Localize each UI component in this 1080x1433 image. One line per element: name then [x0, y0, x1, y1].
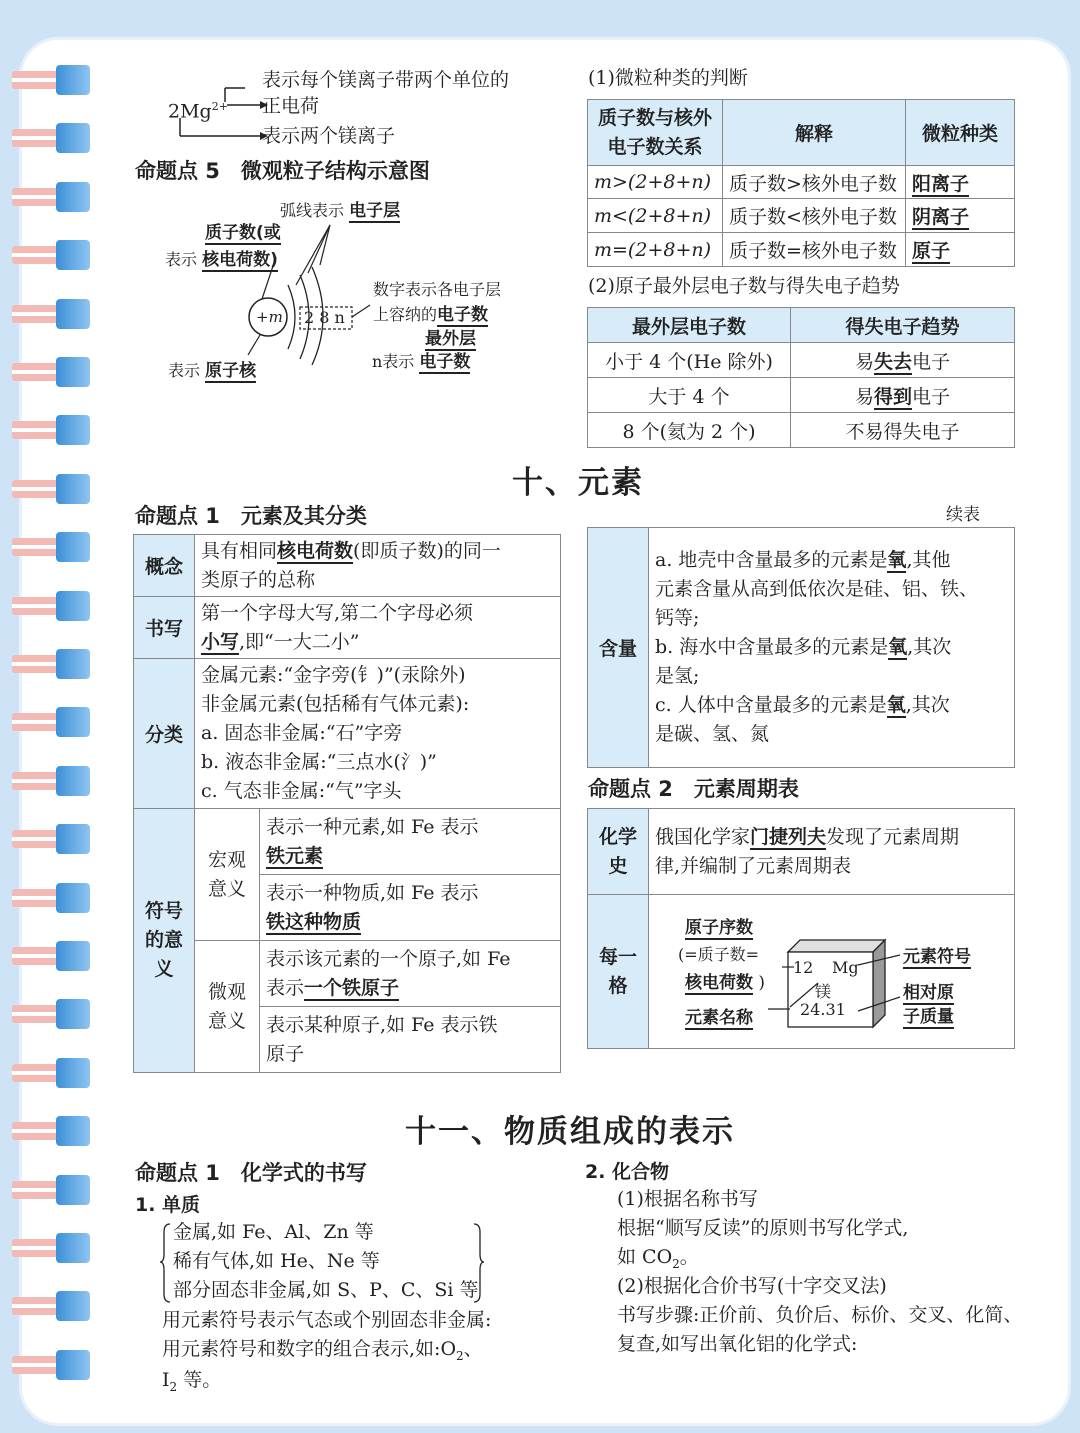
explain-cell: 质子数=核外电子数 [723, 233, 906, 267]
concept-label: 概念 [134, 535, 195, 597]
spiral-ring [12, 123, 92, 153]
element-symbol-label: 元素符号 [903, 947, 971, 967]
eq-label: (=质子数= [678, 945, 760, 964]
writing-cell: 第一个字母大写,第二个字母必须 小写,即“一大二小” [195, 597, 561, 659]
macro-cell-1: 表示一种元素,如 Fe 表示 铁元素 [260, 809, 561, 875]
spiral-ring [12, 999, 92, 1029]
spiral-ring [12, 240, 92, 270]
spiral-ring [12, 357, 92, 387]
element-class-table [133, 534, 561, 1073]
count-cell: 大于 4 个 [588, 378, 791, 413]
header-type: 微粒种类 [906, 100, 1015, 166]
relation-cell: m>(2+8+n) [588, 166, 723, 199]
atom-diagram [240, 215, 380, 365]
nucleus-text: +m [256, 308, 283, 326]
writing-label: 书写 [134, 597, 195, 659]
section10-point1-title: 命题点 1 元素及其分类 [135, 504, 367, 528]
mg-symbol: $2Mg^{2+}$ [168, 100, 228, 123]
mass-label-2: 子质量 [903, 1007, 954, 1027]
continued-note: 续表 [946, 505, 980, 525]
explain-cell: 质子数<核外电子数 [723, 199, 906, 233]
spiral-ring [12, 1058, 92, 1088]
macro-cell-2: 表示一种物质,如 Fe 表示 铁这种物质 [260, 875, 561, 941]
simple-rule-3: $I_2$ 等。 [162, 1369, 222, 1394]
cell-label: 每一格 [588, 895, 649, 1049]
nucleus-label: 表示 原子核 [168, 361, 257, 381]
digits-label-2: 上容纳的电子数 [373, 305, 489, 325]
spiral-ring [12, 1116, 92, 1146]
particle-type-table [587, 99, 1015, 267]
cell-number: 12 [793, 958, 814, 977]
particle-type-title: (1)微粒种类的判断 [588, 67, 748, 89]
compound-title: 2. 化合物 [585, 1161, 670, 1183]
digits-label-1: 数字表示各电子层 [373, 280, 502, 299]
macro-label: 宏观意义 [195, 809, 260, 941]
relation-cell: m=(2+8+n) [588, 233, 723, 267]
outer-trend-table [587, 307, 1015, 448]
spiral-ring [12, 1233, 92, 1263]
micro-label: 微观意义 [195, 941, 260, 1073]
section11-title: 十一、物质组成的表示 [405, 1114, 735, 1150]
arc-label: 弧线表示 电子层 [280, 201, 401, 221]
compound-line-1: (1)根据名称书写 [617, 1188, 758, 1210]
mg-meaning-count: 表示两个镁离子 [262, 125, 396, 147]
spiral-ring [12, 182, 92, 212]
spiral-ring [12, 591, 92, 621]
outer-trend-title: (2)原子最外层电子数与得失电子趋势 [588, 275, 900, 297]
spiral-ring [12, 1175, 92, 1205]
spiral-ring [12, 299, 92, 329]
mg-meaning-charge-2: 正电荷 [262, 95, 320, 117]
compound-line-2: 根据“顺写反读”的原则书写化学式, [617, 1217, 909, 1239]
header-trend: 得失电子趋势 [791, 308, 1015, 343]
atomic-number-label: 原子序数 [685, 918, 753, 938]
type-cell: 阴离子 [906, 199, 1015, 233]
proton-label-2: 表示 核电荷数) [165, 250, 278, 270]
spiral-ring [12, 707, 92, 737]
cell-name: 镁 [815, 982, 832, 1001]
spiral-ring [12, 532, 92, 562]
count-cell: 小于 4 个(He 除外) [588, 343, 791, 378]
compound-line-3: 如 $CO_2$。 [617, 1246, 699, 1271]
trend-cell: 不易得失电子 [791, 413, 1015, 448]
outer-term-2: n表示 电子数 [372, 352, 471, 372]
class-cell: 金属元素:“金字旁(钅)”(汞除外) 非金属元素(包括稀有气体元素): a. 固态非金属:“石”字旁 b. 液态非金属:“三点水(氵)” c. 气态非金属:“气”字头 [195, 659, 561, 809]
trend-cell: 易失去电子 [791, 343, 1015, 378]
section11-point1-title: 命题点 1 化学式的书写 [135, 1161, 367, 1185]
simple-rule-2: 用元素符号和数字的组合表示,如$:O_2$、 [162, 1338, 483, 1363]
mg-meaning-charge-1: 表示每个镁离子带两个单位的 [262, 69, 510, 91]
spiral-ring [12, 824, 92, 854]
content-table [587, 527, 1015, 768]
spiral-ring [12, 766, 92, 796]
count-cell: 8 个(氦为 2 个) [588, 413, 791, 448]
compound-line-4: (2)根据化合价书写(十字交叉法) [617, 1275, 887, 1297]
spiral-ring [12, 1291, 92, 1321]
simple-title: 1. 单质 [135, 1194, 201, 1216]
point5-title: 命题点 5 微观粒子结构示意图 [135, 159, 430, 183]
outer-term-1: 最外层 [425, 329, 476, 349]
spiral-ring [12, 415, 92, 445]
simple-rule-1: 用元素符号表示气态或个别固态非金属: [162, 1309, 492, 1331]
mass-label-1: 相对原 [903, 983, 954, 1003]
explain-cell: 质子数>核外电子数 [723, 166, 906, 199]
simple-item: 金属,如 Fe、Al、Zn 等 [173, 1221, 374, 1243]
header-relation: 质子数与核外电子数关系 [588, 100, 723, 166]
spiral-ring [12, 883, 92, 913]
spiral-ring [12, 474, 92, 504]
spiral-ring [12, 649, 92, 679]
type-cell: 原子 [906, 233, 1015, 267]
class-label: 分类 [134, 659, 195, 809]
compound-line-5: 书写步骤:正价前、负价后、标价、交叉、化简、 [617, 1304, 1023, 1326]
concept-cell: 具有相同核电荷数(即质子数)的同一 类原子的总称 [195, 535, 561, 597]
section10-title: 十、元素 [512, 465, 644, 501]
header-count: 最外层电子数 [588, 308, 791, 343]
spiral-ring [12, 65, 92, 95]
simple-item: 稀有气体,如 He、Ne 等 [173, 1250, 380, 1272]
symbol-label: 符号的意义 [134, 809, 195, 1073]
cell-mass: 24.31 [800, 1000, 846, 1019]
type-cell: 阳离子 [906, 166, 1015, 199]
shell-numbers: 2 8 n [304, 308, 345, 327]
proton-label-1: 质子数(或 [205, 223, 281, 243]
micro-cell-1: 表示该元素的一个原子,如 Fe 表示一个铁原子 [260, 941, 561, 1007]
element-name-label: 元素名称 [685, 1008, 753, 1028]
mg-arrows [175, 80, 270, 142]
trend-cell: 易得到电子 [791, 378, 1015, 413]
history-cell: 俄国化学家门捷列夫发现了元素周期 律,并编制了元素周期表 [649, 809, 1015, 895]
header-explain: 解释 [723, 100, 906, 166]
history-label: 化学史 [588, 809, 649, 895]
content-label: 含量 [588, 528, 649, 768]
compound-line-6: 复查,如写出氧化铝的化学式: [617, 1333, 858, 1355]
spiral-ring [12, 1350, 92, 1380]
spiral-ring [12, 941, 92, 971]
nuclear-charge-label: 核电荷数 ) [685, 973, 766, 993]
relation-cell: m<(2+8+n) [588, 199, 723, 233]
point2-title: 命题点 2 元素周期表 [588, 777, 799, 801]
simple-item: 部分固态非金属,如 S、P、C、Si 等 [173, 1279, 479, 1301]
cell-symbol: Mg [832, 958, 859, 977]
content-cell: a. 地壳中含量最多的元素是氧,其他 元素含量从高到低依次是硅、铝、铁、 钙等; b. 海水中含量最多的元素是氧,其次 是氢; c. 人体中含量最多的元素是氧,其次 是碳、氢、氮 [649, 528, 1015, 768]
micro-cell-2: 表示某种原子,如 Fe 表示铁 原子 [260, 1007, 561, 1073]
